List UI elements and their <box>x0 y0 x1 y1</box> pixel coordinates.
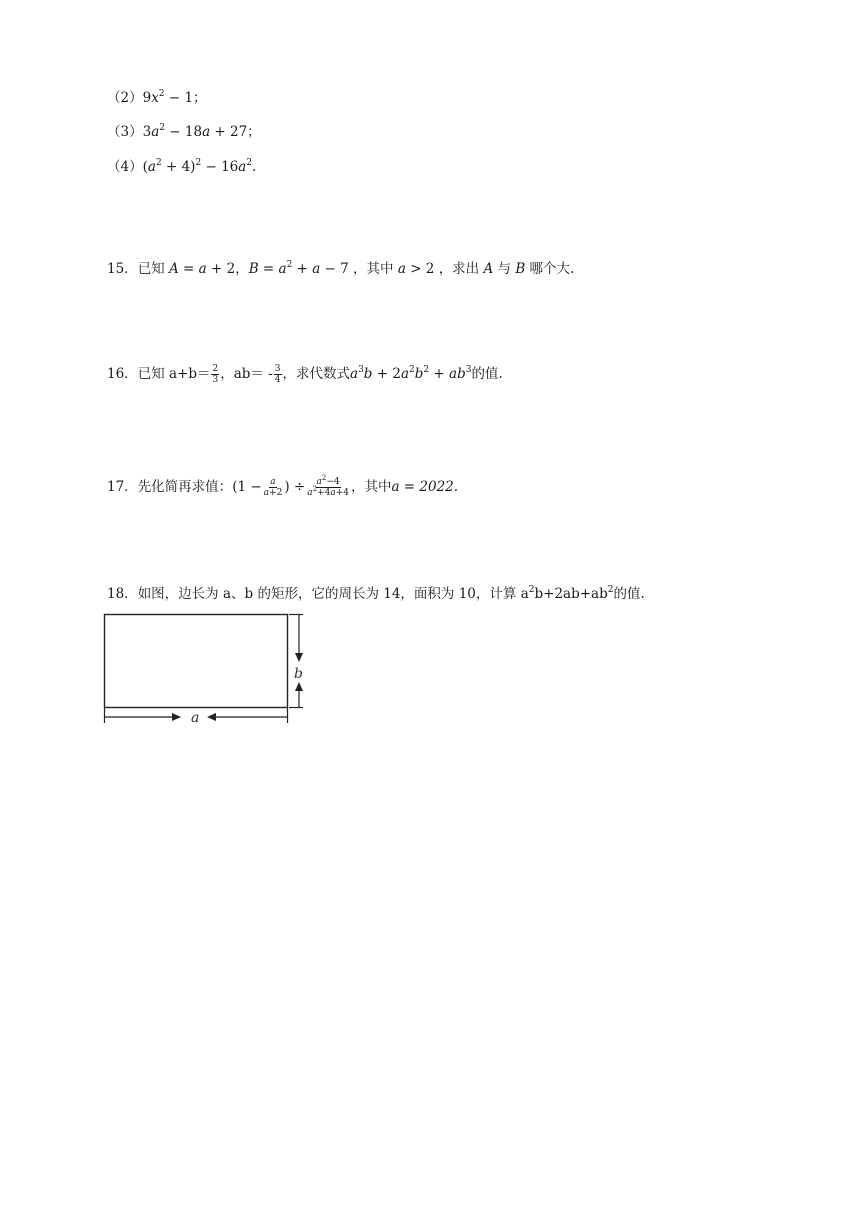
label-b: b <box>294 666 303 682</box>
subquestion-4-label: （4） <box>107 159 143 175</box>
question-16-number: 16． <box>107 366 138 382</box>
expr-polynomial: $a^3b + 2a^2b^2 + ab^3$ <box>350 365 472 382</box>
subquestion-4: $(4)(a^2 + 4)^2 - 16a^2$. <box>107 158 257 175</box>
expr-A: A = a + 2，$B = a^2 + a - 7$ <box>168 260 349 277</box>
question-18-number: 18． <box>107 586 138 602</box>
fraction-3-4: $\frac{3}{4}$ <box>274 364 281 385</box>
fraction-2-3: $\frac{2}{3}$ <box>212 364 219 385</box>
question-15: 15．已知 A = a + 2，$B = a^2 + a - 7$ ，其中 a > 2 ，求出 A 与 B 哪个大. <box>107 260 575 277</box>
subquestion-2-label: （2） <box>107 90 143 106</box>
question-16: 16．已知 a+b＝ $\frac{2}{3}$ ，ab＝ - $\frac{3}{4}$ ，求代数式$a^3b + 2a^2b^2 + ab^3$的值. <box>107 364 503 385</box>
question-15-number: 15． <box>107 261 138 277</box>
arrow-down-icon <box>295 653 303 662</box>
rectangle <box>105 615 288 708</box>
expr-fraction: (1 − $\frac{a}{a+2}$ ) ÷ $\frac{a^2-4}{a^2+4a+4}$ <box>232 474 349 498</box>
subquestion-3-label: （3） <box>107 124 143 140</box>
arrow-left-icon <box>207 713 216 721</box>
rectangle-figure <box>103 612 313 727</box>
arrow-right-icon <box>172 713 181 721</box>
subquestion-2: $(2)9x^2 - 1$； <box>107 89 207 106</box>
label-a: a <box>191 710 200 726</box>
question-18: 18．如图，边长为 a、b 的矩形，它的周长为 14，面积为 10，计算 $a^2b+2ab+ab^2$的值. <box>107 585 645 602</box>
question-17-number: 17． <box>107 479 138 495</box>
subquestion-3: $(3)3a^2 - 18a + 27$； <box>107 123 261 140</box>
question-17: 17．先化简再求值：(1 − $\frac{a}{a+2}$ ) ÷ $\frac{a^2-4}{a^2+4a+4}$ ，其中a = 2022. <box>107 474 459 498</box>
arrow-up-icon <box>295 682 303 691</box>
